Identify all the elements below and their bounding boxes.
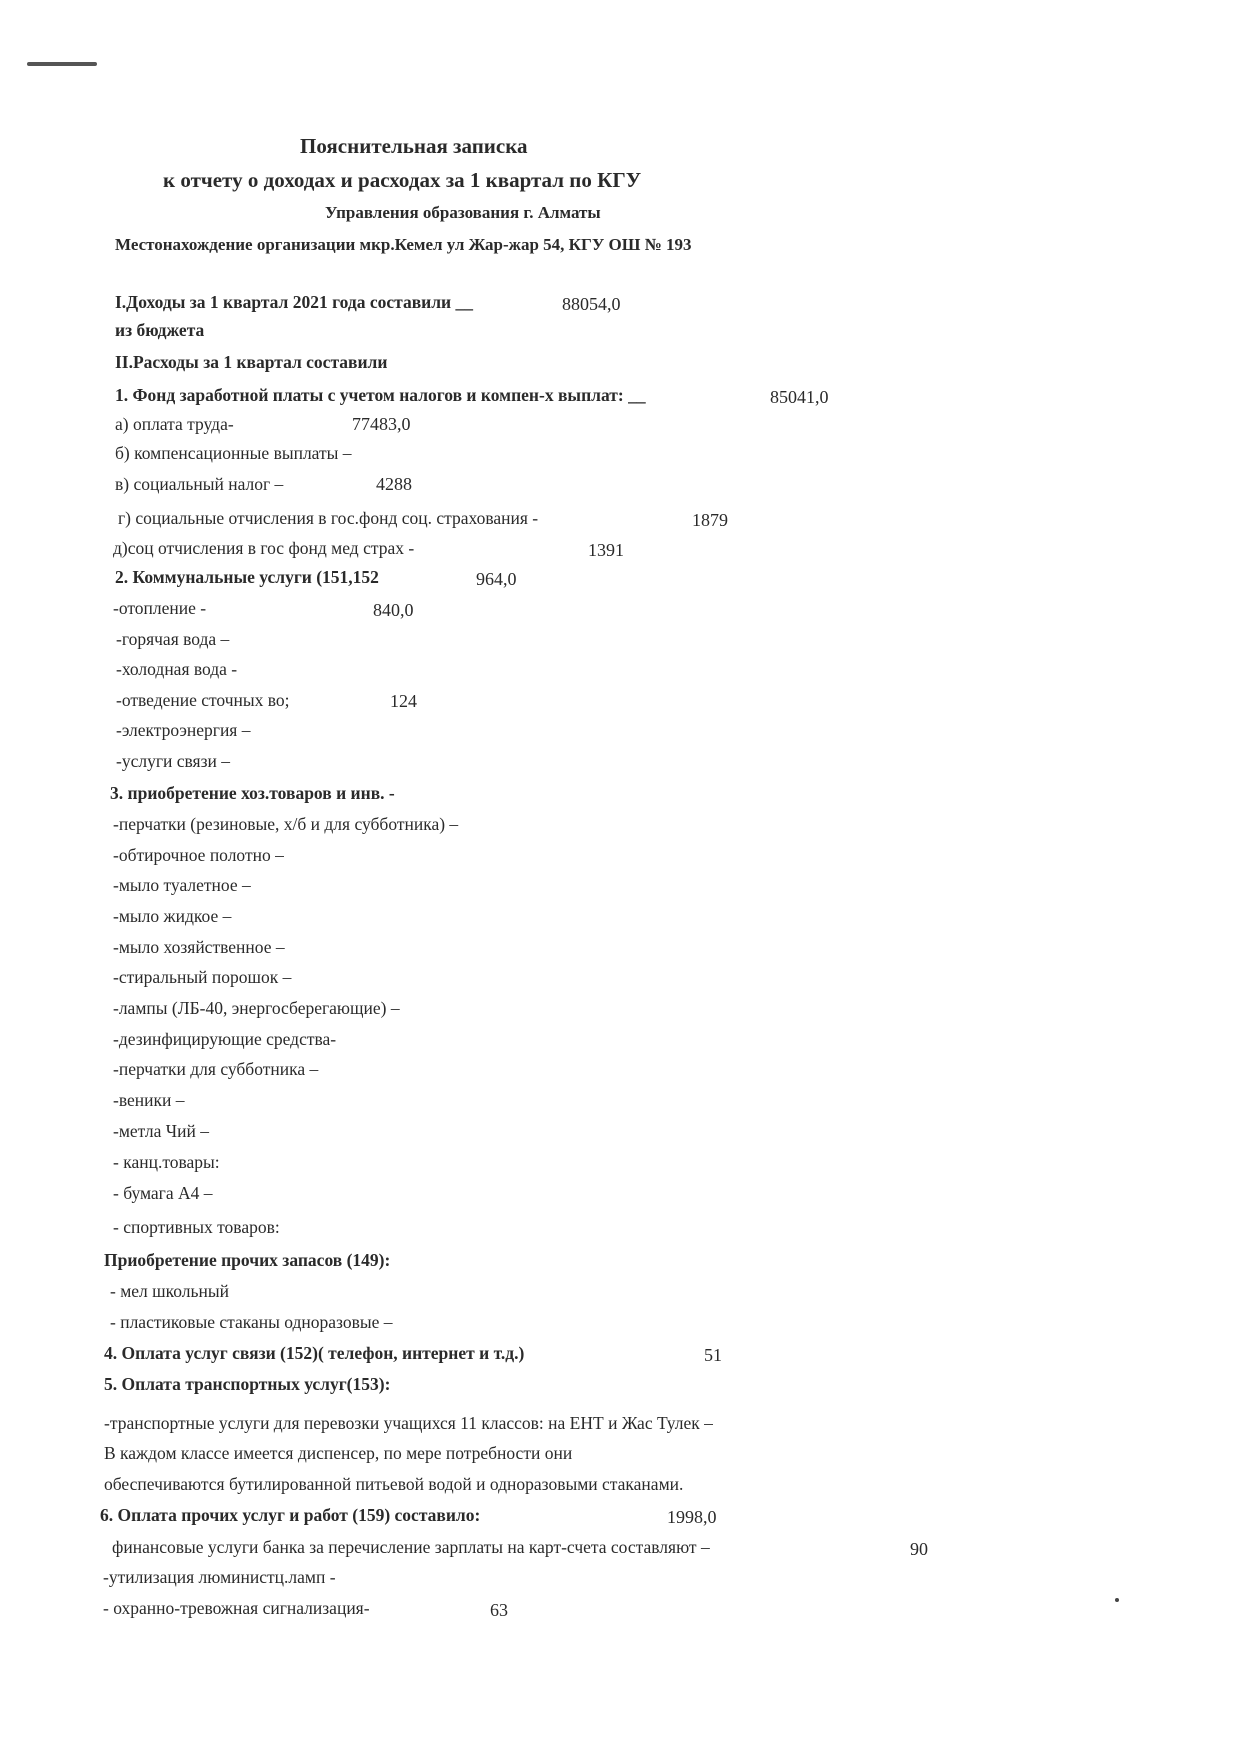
payroll-item-label: в) социальный налог –	[115, 474, 284, 494]
supplies-item: -дезинфицирующие средства-	[113, 1029, 337, 1049]
supplies-item: -метла Чий –	[113, 1121, 209, 1141]
utilities-value: 964,0	[476, 569, 517, 589]
organization-location: Местонахождение организации мкр.Кемел ул Жар-жар 54, КГУ ОШ № 193	[115, 235, 692, 254]
utilities-label: 2. Коммунальные услуги (151,152	[115, 567, 379, 587]
supplies-item: -веники –	[113, 1090, 185, 1110]
utilities-item-label: -отопление -	[113, 598, 207, 618]
payroll-item-label: а) оплата труда-	[115, 414, 234, 434]
income-source: из бюджета	[115, 320, 205, 340]
payroll-item-value: 77483,0	[352, 414, 411, 434]
payroll-item-value: 1391	[588, 540, 624, 560]
payroll-item-label: б) компенсационные выплаты –	[115, 443, 352, 463]
payroll-item-label: г) социальные отчисления в гос.фонд соц. страхования -	[118, 508, 539, 528]
communication-label: 4. Оплата услуг связи (152)( телефон, интернет и т.д.)	[104, 1343, 525, 1363]
payroll-value: 85041,0	[770, 387, 829, 407]
organization-name: Управления образования г. Алматы	[325, 203, 601, 222]
supplies-item: -мыло хозяйственное –	[113, 937, 285, 957]
utilities-item-value: 840,0	[373, 600, 414, 620]
document-title: Пояснительная записка	[300, 134, 528, 158]
other-stock-item: - пластиковые стаканы одноразовые –	[110, 1312, 393, 1332]
supplies-item: -стиральный порошок –	[113, 967, 292, 987]
supplies-item: -перчатки для субботника –	[113, 1059, 319, 1079]
transport-line: обеспечиваются бутилированной питьевой водой и одноразовыми стаканами.	[104, 1474, 684, 1494]
utilities-item-value: 124	[390, 691, 417, 711]
supplies-item: - канц.товары:	[113, 1152, 220, 1172]
supplies-item: - спортивных товаров:	[113, 1217, 280, 1237]
communication-value: 51	[704, 1345, 722, 1365]
supplies-item: -мыло туалетное –	[113, 875, 251, 895]
supplies-item: -мыло жидкое –	[113, 906, 232, 926]
other-services-value: 1998,0	[667, 1507, 717, 1527]
utilities-item-label: -электроэнергия –	[116, 720, 251, 740]
other-services-item-value: 90	[910, 1539, 928, 1559]
transport-label: 5. Оплата транспортных услуг(153):	[104, 1374, 391, 1394]
payroll-item-label: д)соц отчисления в гос фонд мед страх -	[113, 538, 415, 558]
utilities-item-label: -горячая вода –	[116, 629, 230, 649]
other-services-item-label: -утилизация люминистц.ламп -	[103, 1567, 336, 1587]
income-label: I.Доходы за 1 квартал 2021 года составили __	[115, 292, 473, 312]
utilities-item-label: -отведение сточных во;	[116, 690, 290, 710]
other-services-item-label: - охранно-тревожная сигнализация-	[103, 1598, 370, 1618]
utilities-item-label: -холодная вода -	[116, 659, 238, 679]
other-stock-item: - мел школьный	[110, 1281, 229, 1301]
other-stock-label: Приобретение прочих запасов (149):	[104, 1250, 391, 1270]
payroll-label: 1. Фонд заработной платы с учетом налогов и компен-х выплат: __	[115, 385, 646, 405]
payroll-item-value: 1879	[692, 510, 728, 530]
supplies-item: -лампы (ЛБ-40, энергосберегающие) –	[113, 998, 400, 1018]
supplies-item: - бумага А4 –	[113, 1183, 213, 1203]
supplies-item: -обтирочное полотно –	[113, 845, 284, 865]
document-subtitle: к отчету о доходах и расходах за 1 квартал по КГУ	[163, 168, 642, 192]
payroll-item-value: 4288	[376, 474, 412, 494]
income-value: 88054,0	[562, 294, 621, 314]
transport-line: В каждом классе имеется диспенсер, по мере потребности они	[104, 1443, 573, 1463]
supplies-item: -перчатки (резиновые, х/б и для субботника) –	[113, 814, 459, 834]
other-services-label: 6. Оплата прочих услуг и работ (159) составило:	[100, 1505, 481, 1525]
transport-line: -транспортные услуги для перевозки учащихся 11 классов: на ЕНТ и Жас Тулек –	[104, 1413, 713, 1433]
other-services-item-label: финансовые услуги банка за перечисление зарплаты на карт-счета составляют –	[112, 1537, 710, 1557]
scan-mark	[27, 62, 97, 66]
other-services-item-value: 63	[490, 1600, 508, 1620]
supplies-label: 3. приобретение хоз.товаров и инв. -	[110, 783, 395, 803]
scan-dot	[1115, 1598, 1119, 1602]
expenses-heading: II.Расходы за 1 квартал составили	[115, 352, 388, 372]
utilities-item-label: -услуги связи –	[116, 751, 230, 771]
